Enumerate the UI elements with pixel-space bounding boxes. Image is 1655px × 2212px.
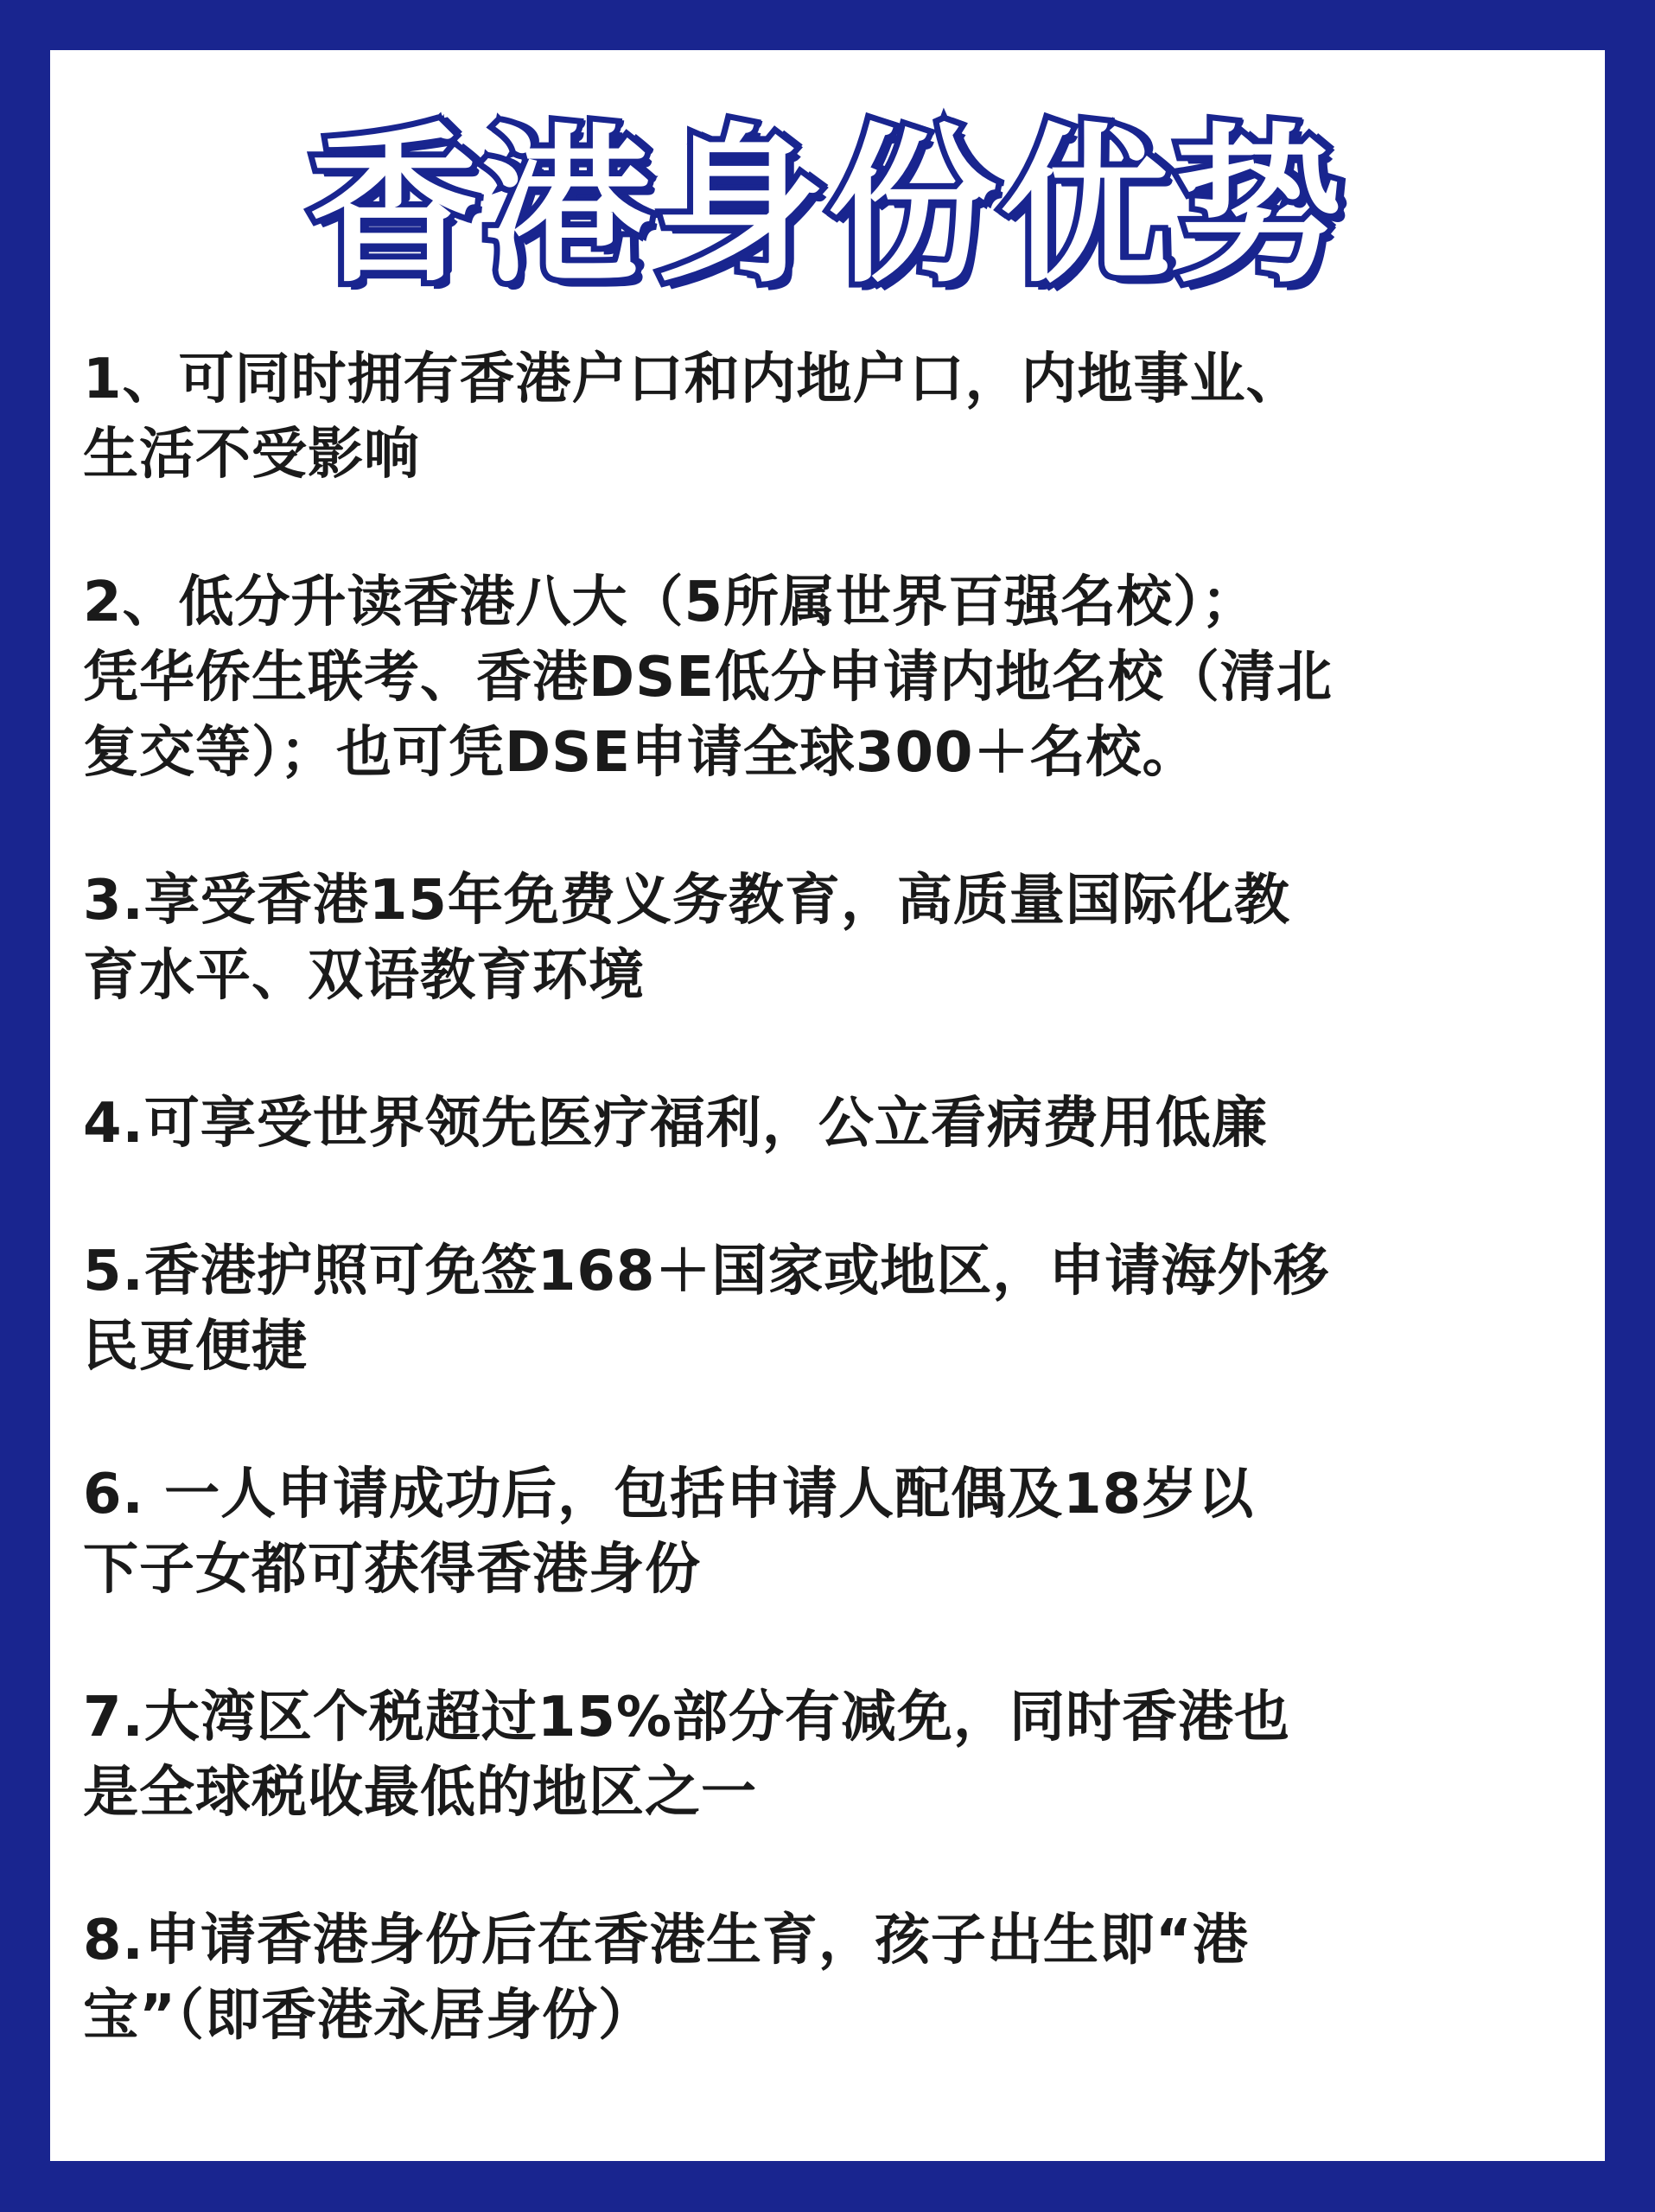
item-3-line-1: 3.享受香港15年免费义务教育，高质量国际化教 (83, 869, 1290, 933)
item-2-line-3: 复交等）；也可凭DSE申请全球300＋名校。 (83, 721, 1199, 785)
list-item-3 (83, 864, 1587, 1014)
item-5-line-2: 民更便捷 (83, 1315, 308, 1379)
item-5-line-1: 5.香港护照可免签168＋国家或地区，申请海外移 (83, 1240, 1330, 1304)
page-title: 香港身份优势 (309, 109, 1346, 306)
item-6-line-1: 6. 一人申请成功后，包括申请人配偶及18岁以 (83, 1463, 1255, 1527)
list-item-8 (83, 1903, 1587, 2054)
item-1-line-2: 生活不受影响 (83, 423, 420, 487)
item-7-line-1: 7.大湾区个税超过15%部分有减免，同时香港也 (83, 1686, 1291, 1750)
item-7-line-2: 是全球税收最低的地区之一 (83, 1761, 757, 1825)
list-item-6 (83, 1457, 1587, 1608)
advantages-list (83, 342, 1587, 2126)
item-8-line-1: 8.申请香港身份后在香港生育，孩子出生即“港 (83, 1909, 1249, 1973)
item-4-line-1: 4.可享受世界领先医疗福利，公立看病费用低廉 (83, 1092, 1268, 1156)
content-card (50, 50, 1605, 2161)
list-item-4 (83, 1087, 1587, 1162)
item-2-line-2: 凭华侨生联考、香港DSE低分申请内地名校（清北 (83, 646, 1333, 710)
list-item-1 (83, 342, 1587, 493)
list-item-2 (83, 565, 1587, 791)
item-8-line-2: 宝”（即香港永居身份） (83, 1984, 655, 2048)
item-1-line-1: 1、可同时拥有香港户口和内地户口，内地事业、 (83, 347, 1302, 411)
list-item-5 (83, 1234, 1587, 1385)
list-item-7 (83, 1680, 1587, 1831)
item-3-line-2: 育水平、双语教育环境 (83, 944, 645, 1008)
item-6-line-2: 下子女都可获得香港身份 (83, 1538, 701, 1602)
item-2-line-1: 2、低分升读香港八大（5所属世界百强名校）； (83, 571, 1258, 634)
